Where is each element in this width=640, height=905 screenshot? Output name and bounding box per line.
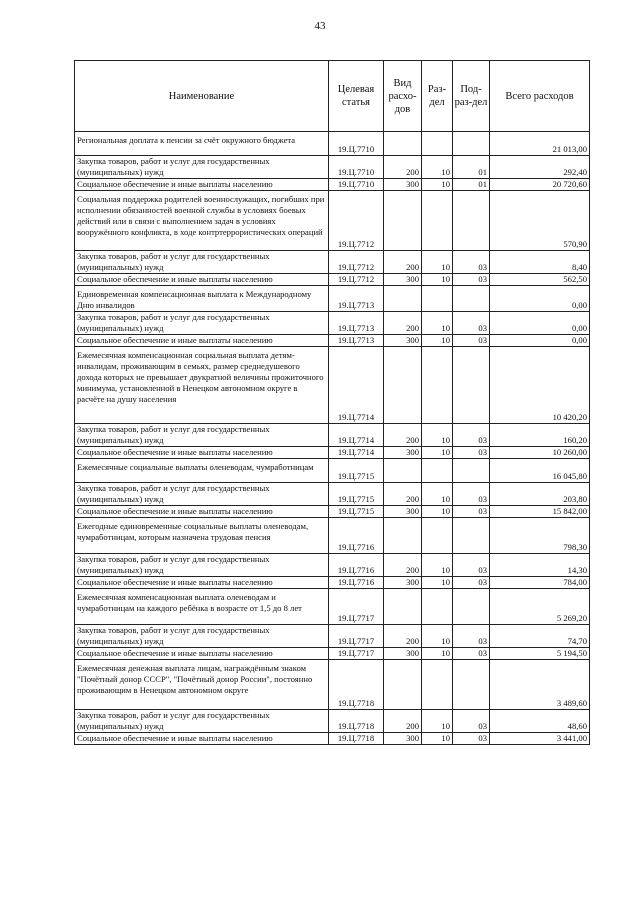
- row-name: Социальное обеспечение и иные выплаты населению: [75, 274, 329, 286]
- row-total: 203,80: [490, 483, 590, 506]
- row-vid: 300: [384, 733, 422, 745]
- row-code: 19.Ц.7713: [329, 335, 384, 347]
- table-row: [75, 589, 590, 625]
- row-total: 3 489,60: [490, 660, 590, 710]
- header-code: Целевая статья: [329, 61, 384, 132]
- row-code: 19.Ц.7712: [329, 251, 384, 274]
- row-razdel: 10: [422, 710, 453, 733]
- row-podrazdel: 03: [453, 733, 490, 745]
- row-razdel: 10: [422, 506, 453, 518]
- header-name: Наименование: [75, 61, 329, 132]
- row-total: 21 013,00: [490, 132, 590, 156]
- row-name: Ежемесячная компенсационная выплата оленеводам и чумработницам на каждого ребёнка в возрасте от 1,5 до 8 лет: [75, 589, 329, 625]
- row-code: 19.Ц.7717: [329, 648, 384, 660]
- row-code: 19.Ц.7712: [329, 274, 384, 286]
- row-razdel: [422, 191, 453, 251]
- row-razdel: [422, 589, 453, 625]
- table-row: [75, 191, 590, 251]
- row-vid: 300: [384, 648, 422, 660]
- row-code: 19.Ц.7715: [329, 459, 384, 483]
- row-podrazdel: 03: [453, 710, 490, 733]
- row-name: Закупка товаров, работ и услуг для государственных (муниципальных) нужд: [75, 710, 329, 733]
- row-vid: 200: [384, 625, 422, 648]
- row-total: 10 260,00: [490, 447, 590, 459]
- table-row: [75, 518, 590, 554]
- row-name: Закупка товаров, работ и услуг для государственных (муниципальных) нужд: [75, 554, 329, 577]
- table-row: [75, 648, 590, 660]
- table-body: [75, 132, 590, 745]
- row-podrazdel: 03: [453, 251, 490, 274]
- row-razdel: 10: [422, 554, 453, 577]
- row-podrazdel: 03: [453, 447, 490, 459]
- row-total: 74,70: [490, 625, 590, 648]
- row-name: Ежемесячная компенсационная социальная выплата детям-инвалидам, проживающим в семьях, размер среднедушевого дохода которых не превышает двукратной величины прожиточного минимума, установленной в Ненецком автономном округе в расчёте на душу населения: [75, 347, 329, 424]
- row-razdel: 10: [422, 625, 453, 648]
- row-podrazdel: [453, 286, 490, 312]
- row-name: Закупка товаров, работ и услуг для государственных (муниципальных) нужд: [75, 251, 329, 274]
- row-vid: [384, 459, 422, 483]
- row-code: 19.Ц.7716: [329, 554, 384, 577]
- header-razdel: Раз-дел: [422, 61, 453, 132]
- table-row: [75, 733, 590, 745]
- row-name: Закупка товаров, работ и услуг для государственных (муниципальных) нужд: [75, 156, 329, 179]
- table-row: [75, 660, 590, 710]
- row-razdel: 10: [422, 577, 453, 589]
- row-total: 798,30: [490, 518, 590, 554]
- row-vid: [384, 347, 422, 424]
- row-name: Ежемесячная денежная выплата лицам, награждённым знаком "Почётный донор СССР", "Почётный донор России", постоянно проживающим в Ненецком автономном округе: [75, 660, 329, 710]
- row-vid: 200: [384, 710, 422, 733]
- row-podrazdel: [453, 132, 490, 156]
- row-total: 562,50: [490, 274, 590, 286]
- table-row: [75, 335, 590, 347]
- row-total: 160,20: [490, 424, 590, 447]
- row-razdel: [422, 132, 453, 156]
- row-vid: 300: [384, 335, 422, 347]
- row-name: Социальное обеспечение и иные выплаты населению: [75, 733, 329, 745]
- row-vid: 200: [384, 251, 422, 274]
- row-razdel: 10: [422, 274, 453, 286]
- row-podrazdel: [453, 518, 490, 554]
- row-podrazdel: 03: [453, 554, 490, 577]
- row-code: 19.Ц.7718: [329, 710, 384, 733]
- row-code: 19.Ц.7713: [329, 312, 384, 335]
- row-code: 19.Ц.7717: [329, 625, 384, 648]
- row-total: 5 269,20: [490, 589, 590, 625]
- row-vid: [384, 589, 422, 625]
- row-razdel: [422, 518, 453, 554]
- row-podrazdel: 03: [453, 483, 490, 506]
- table-row: [75, 156, 590, 179]
- table-row: [75, 179, 590, 191]
- row-podrazdel: 03: [453, 312, 490, 335]
- row-podrazdel: 03: [453, 625, 490, 648]
- row-name: Социальное обеспечение и иные выплаты населению: [75, 179, 329, 191]
- row-code: 19.Ц.7714: [329, 447, 384, 459]
- row-podrazdel: 01: [453, 179, 490, 191]
- table-row: [75, 286, 590, 312]
- row-name: Закупка товаров, работ и услуг для государственных (муниципальных) нужд: [75, 312, 329, 335]
- row-name: Закупка товаров, работ и услуг для государственных (муниципальных) нужд: [75, 483, 329, 506]
- row-razdel: [422, 660, 453, 710]
- row-name: Закупка товаров, работ и услуг для государственных (муниципальных) нужд: [75, 424, 329, 447]
- row-total: 292,40: [490, 156, 590, 179]
- row-code: 19.Ц.7717: [329, 589, 384, 625]
- row-total: 0,00: [490, 286, 590, 312]
- row-name: Закупка товаров, работ и услуг для государственных (муниципальных) нужд: [75, 625, 329, 648]
- row-code: 19.Ц.7714: [329, 424, 384, 447]
- row-name: Социальное обеспечение и иные выплаты населению: [75, 648, 329, 660]
- table-row: [75, 312, 590, 335]
- header-vid: Вид расхо-дов: [384, 61, 422, 132]
- table-row: [75, 577, 590, 589]
- row-vid: 200: [384, 156, 422, 179]
- row-name: Единовременная компенсационная выплата к Международному Дню инвалидов: [75, 286, 329, 312]
- table-row: [75, 554, 590, 577]
- table-row: [75, 424, 590, 447]
- row-code: 19.Ц.7716: [329, 577, 384, 589]
- row-vid: [384, 286, 422, 312]
- row-podrazdel: [453, 660, 490, 710]
- row-razdel: 10: [422, 648, 453, 660]
- row-razdel: 10: [422, 251, 453, 274]
- row-code: 19.Ц.7712: [329, 191, 384, 251]
- row-vid: 200: [384, 424, 422, 447]
- row-code: 19.Ц.7710: [329, 132, 384, 156]
- table-row: [75, 347, 590, 424]
- table-row: [75, 132, 590, 156]
- header-total: Всего расходов: [490, 61, 590, 132]
- table-row: [75, 483, 590, 506]
- row-podrazdel: 03: [453, 577, 490, 589]
- header-podrazdel: Под-раз-дел: [453, 61, 490, 132]
- row-name: Социальное обеспечение и иные выплаты населению: [75, 577, 329, 589]
- row-total: 3 441,00: [490, 733, 590, 745]
- row-razdel: 10: [422, 312, 453, 335]
- table-row: [75, 447, 590, 459]
- table-header: [75, 61, 590, 132]
- row-podrazdel: [453, 459, 490, 483]
- row-code: 19.Ц.7718: [329, 733, 384, 745]
- row-total: 0,00: [490, 335, 590, 347]
- row-razdel: [422, 286, 453, 312]
- table-row: [75, 506, 590, 518]
- row-vid: 300: [384, 506, 422, 518]
- row-total: 10 420,20: [490, 347, 590, 424]
- row-razdel: [422, 347, 453, 424]
- header-row: [75, 61, 590, 132]
- row-podrazdel: 03: [453, 274, 490, 286]
- row-podrazdel: 03: [453, 424, 490, 447]
- row-name: Региональная доплата к пенсии за счёт окружного бюджета: [75, 132, 329, 156]
- row-name: Социальная поддержка родителей военнослужащих, погибших при исполнении обязанностей военной службы в условиях боевых действий или в связи с выполнением задач в условиях вооружённого конфликта, в ходе контртеррористических операций: [75, 191, 329, 251]
- row-total: 15 842,00: [490, 506, 590, 518]
- row-razdel: 10: [422, 179, 453, 191]
- row-vid: [384, 518, 422, 554]
- row-vid: [384, 660, 422, 710]
- row-total: 8,40: [490, 251, 590, 274]
- row-name: Ежемесячные социальные выплаты оленеводам, чумработницам: [75, 459, 329, 483]
- row-code: 19.Ц.7715: [329, 483, 384, 506]
- row-razdel: 10: [422, 424, 453, 447]
- row-podrazdel: 03: [453, 335, 490, 347]
- row-podrazdel: 03: [453, 506, 490, 518]
- row-total: 5 194,50: [490, 648, 590, 660]
- row-total: 0,00: [490, 312, 590, 335]
- row-total: 16 045,80: [490, 459, 590, 483]
- row-total: 20 720,60: [490, 179, 590, 191]
- row-code: 19.Ц.7716: [329, 518, 384, 554]
- page-number: 43: [314, 20, 326, 32]
- row-name: Социальное обеспечение и иные выплаты населению: [75, 335, 329, 347]
- row-razdel: 10: [422, 447, 453, 459]
- row-podrazdel: [453, 347, 490, 424]
- row-code: 19.Ц.7713: [329, 286, 384, 312]
- row-razdel: [422, 459, 453, 483]
- row-name: Ежегодные единовременные социальные выплаты оленеводам, чумработницам, которым назначена трудовая пенсия: [75, 518, 329, 554]
- row-code: 19.Ц.7710: [329, 179, 384, 191]
- row-code: 19.Ц.7718: [329, 660, 384, 710]
- row-vid: 300: [384, 179, 422, 191]
- row-vid: 200: [384, 312, 422, 335]
- table-row: [75, 625, 590, 648]
- row-vid: [384, 191, 422, 251]
- row-code: 19.Ц.7710: [329, 156, 384, 179]
- table-row: [75, 459, 590, 483]
- row-total: 570,90: [490, 191, 590, 251]
- row-name: Социальное обеспечение и иные выплаты населению: [75, 447, 329, 459]
- row-total: 48,60: [490, 710, 590, 733]
- row-vid: 300: [384, 274, 422, 286]
- row-vid: [384, 132, 422, 156]
- table-row: [75, 251, 590, 274]
- row-code: 19.Ц.7714: [329, 347, 384, 424]
- row-total: 14,30: [490, 554, 590, 577]
- row-total: 784,00: [490, 577, 590, 589]
- table-row: [75, 710, 590, 733]
- row-podrazdel: 03: [453, 648, 490, 660]
- budget-table: [74, 60, 590, 745]
- row-code: 19.Ц.7715: [329, 506, 384, 518]
- row-vid: 200: [384, 554, 422, 577]
- table-row: [75, 274, 590, 286]
- row-vid: 300: [384, 577, 422, 589]
- row-podrazdel: [453, 191, 490, 251]
- row-vid: 300: [384, 447, 422, 459]
- row-razdel: 10: [422, 483, 453, 506]
- row-razdel: 10: [422, 733, 453, 745]
- row-name: Социальное обеспечение и иные выплаты населению: [75, 506, 329, 518]
- row-podrazdel: [453, 589, 490, 625]
- row-razdel: 10: [422, 335, 453, 347]
- row-razdel: 10: [422, 156, 453, 179]
- row-vid: 200: [384, 483, 422, 506]
- row-podrazdel: 01: [453, 156, 490, 179]
